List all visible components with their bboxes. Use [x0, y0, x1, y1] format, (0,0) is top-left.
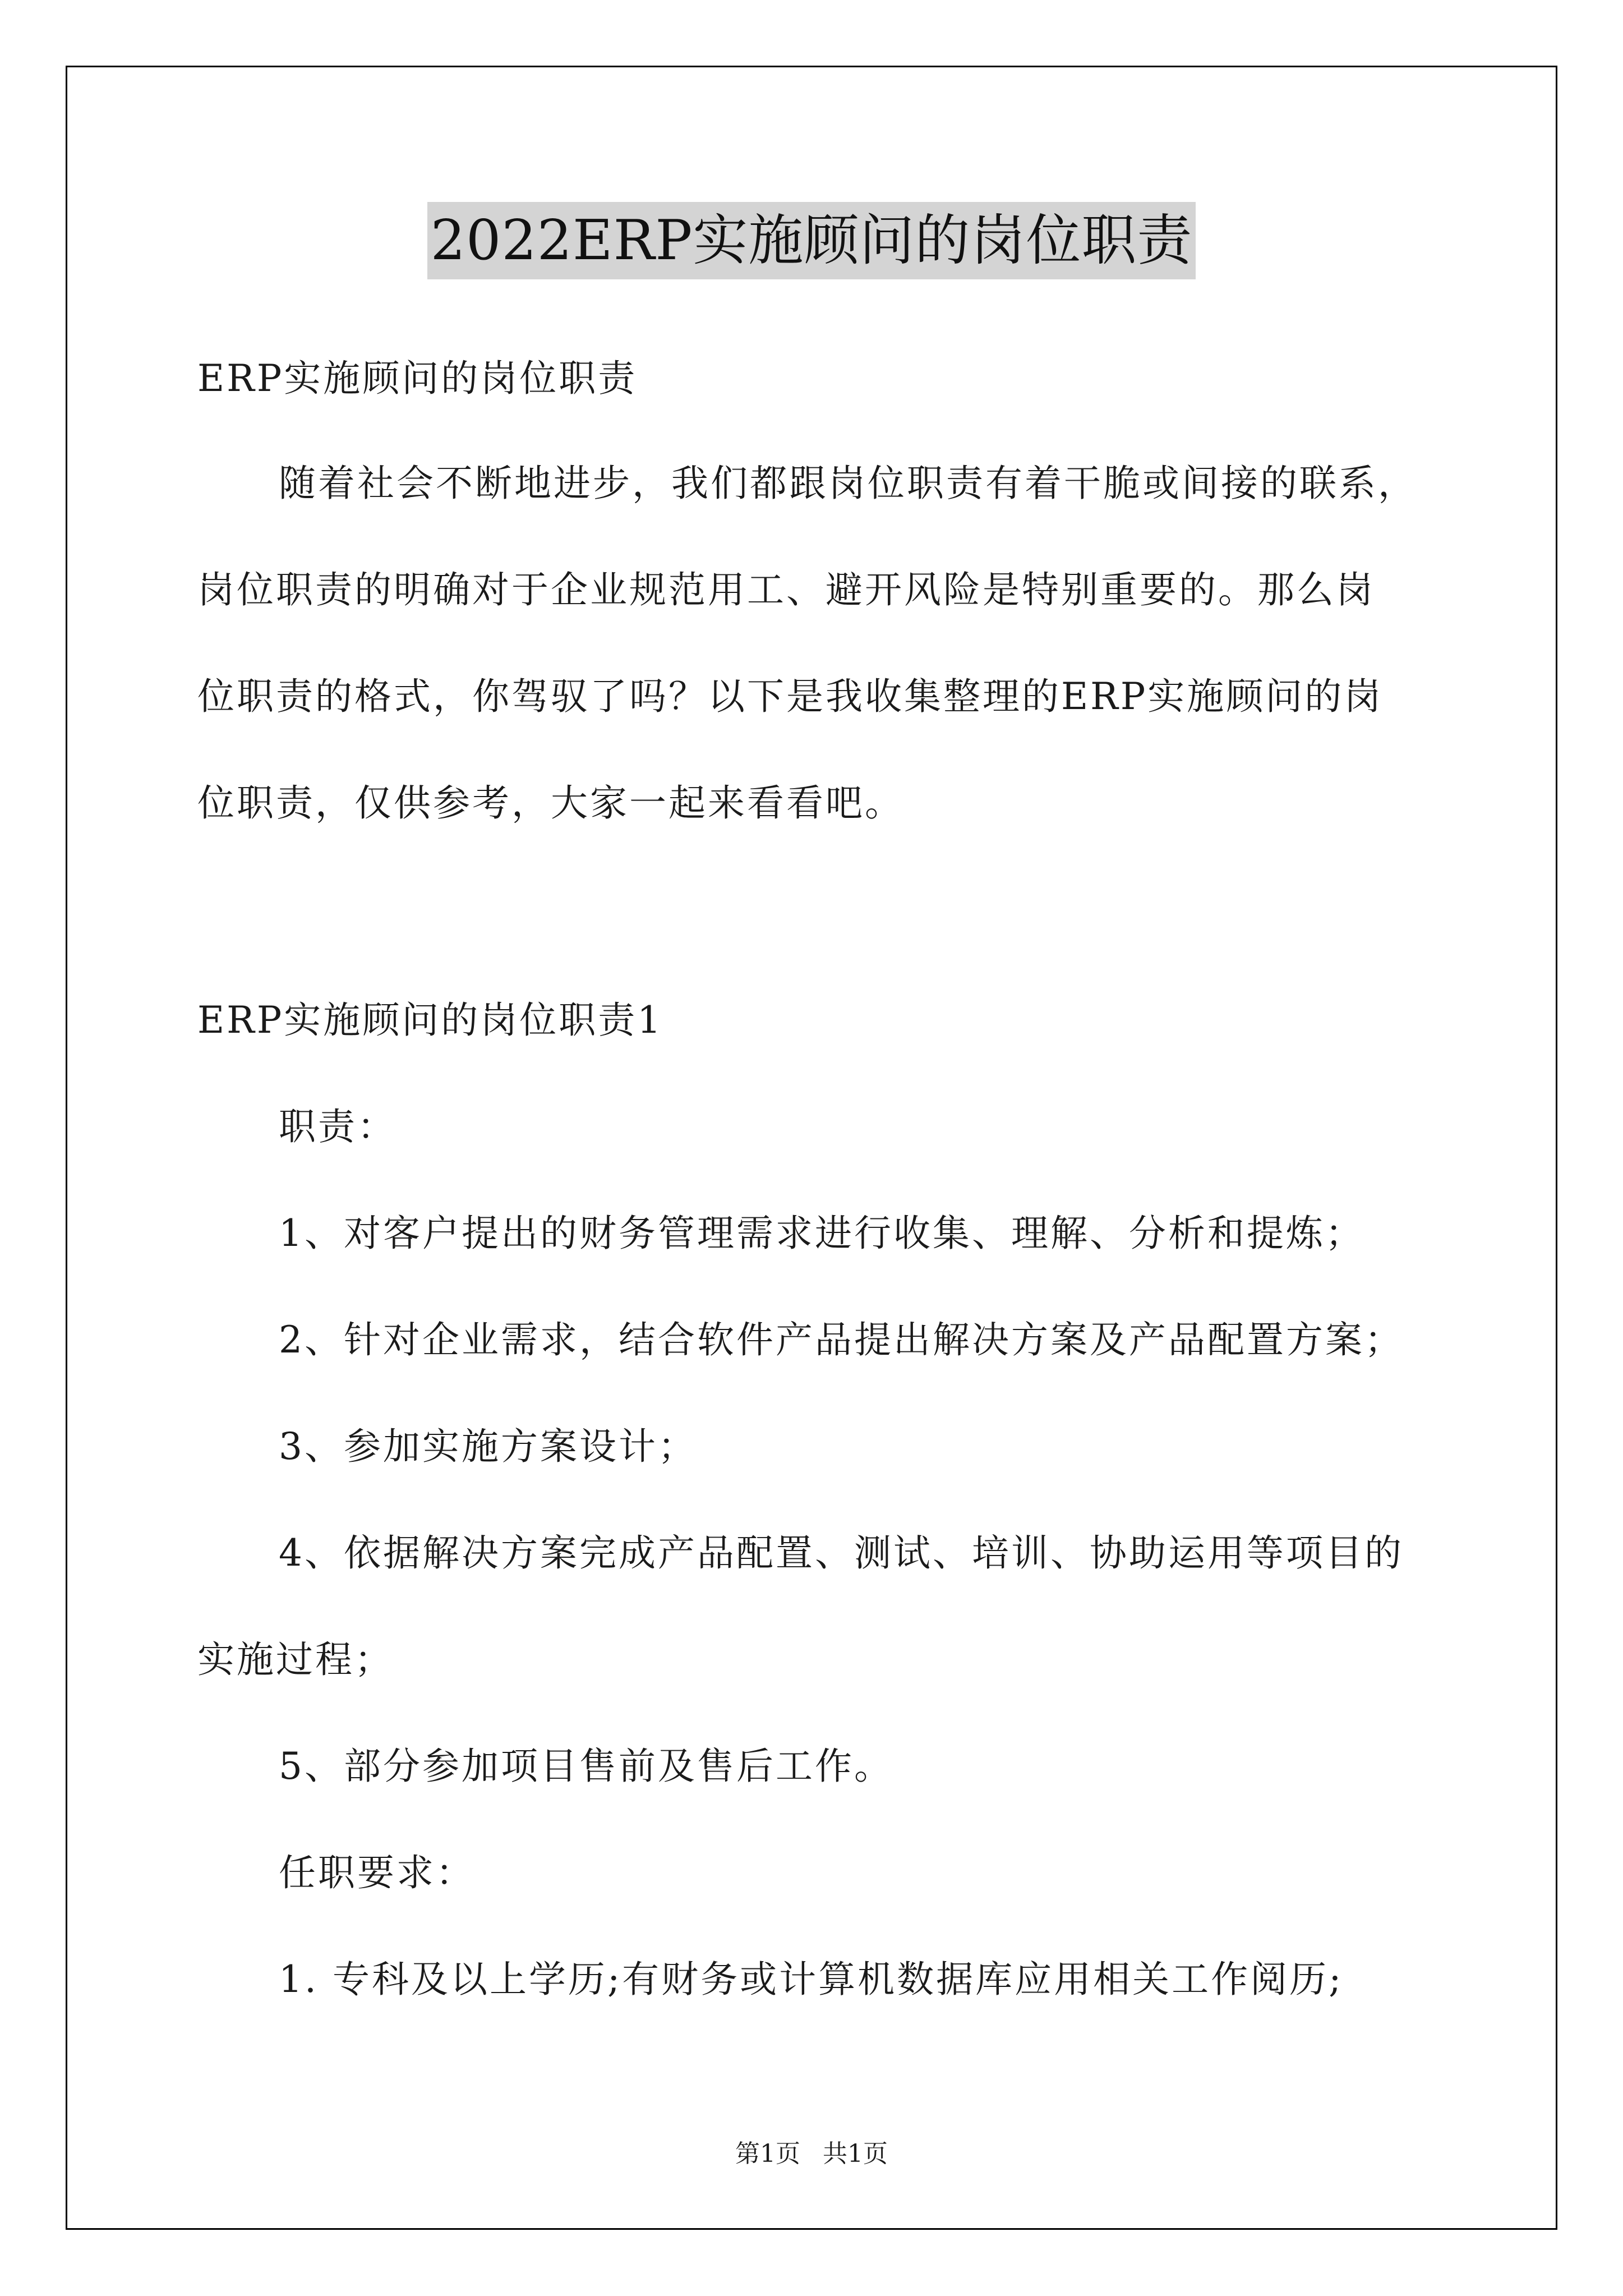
list-item: 5、部分参加项目售前及售后工作。 [279, 1745, 893, 1788]
paragraph-line: 位职责的格式，你驾驭了吗？以下是我收集整理的ERP实施顾问的岗 [197, 675, 1384, 718]
paragraph-line: 岗位职责的明确对于企业规范用工、避开风险是特别重要的。那么岗 [197, 568, 1375, 611]
paragraph-line: 位职责，仅供参考，大家一起来看看吧。 [197, 781, 904, 825]
page-number: 第1页 [735, 2139, 800, 2168]
page-footer [0, 2137, 1623, 2171]
list-item: 1. 专科及以上学历;有财务或计算机数据库应用相关工作阅历; [279, 1958, 1344, 2001]
title-container [0, 202, 1623, 279]
list-item: 3、参加实施方案设计； [279, 1425, 697, 1468]
paragraph-line: 随着社会不断地进步，我们都跟岗位职责有着干脆或间接的联系， [279, 462, 1417, 505]
section-heading: ERP实施顾问的岗位职责1 [197, 999, 663, 1042]
subsection-label: 任职要求： [279, 1851, 475, 1894]
list-item: 1、对客户提出的财务管理需求进行收集、理解、分析和提炼； [279, 1212, 1364, 1255]
list-item: 4、依据解决方案完成产品配置、测试、培训、协助运用等项目的 [279, 1531, 1404, 1575]
document-title: 2022ERP实施顾问的岗位职责 [427, 202, 1196, 279]
list-item-continuation: 实施过程； [197, 1638, 394, 1681]
page-total: 共1页 [823, 2139, 888, 2168]
list-item: 2、针对企业需求，结合软件产品提出解决方案及产品配置方案； [279, 1318, 1404, 1361]
section-heading: ERP实施顾问的岗位职责 [197, 357, 638, 400]
subsection-label: 职责： [279, 1105, 396, 1148]
